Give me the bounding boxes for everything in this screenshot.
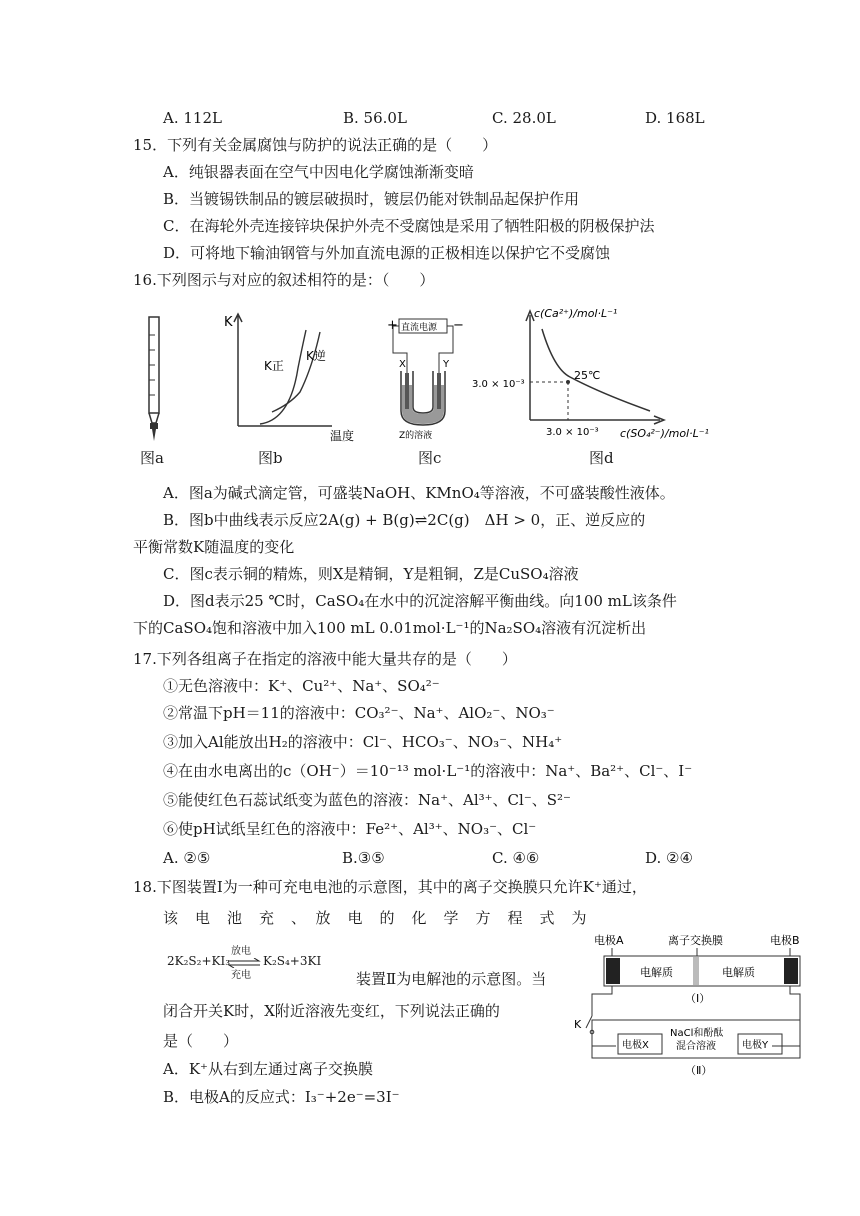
device-electrode-x-label: 电极X	[622, 1040, 649, 1051]
q17-stem: 17.下列各组离子在指定的溶液中能大量共存的是（ ）	[133, 650, 517, 668]
device-solution-line2: 混合溶液	[676, 1041, 716, 1052]
q16-option-b-line2: 平衡常数K随温度的变化	[133, 538, 295, 556]
q16-option-a: A．图a为碱式滴定管，可盛装NaOH、KMnO₄等溶液，不可盛装酸性液体。	[163, 484, 675, 502]
q14-option-d: D. 168L	[645, 109, 705, 127]
device-electrode-a-label: 电极A	[594, 934, 624, 947]
q14-option-c: C. 28.0L	[492, 109, 556, 127]
figure-c-y-label: Y	[443, 359, 450, 370]
q16-option-d-line2: 下的CaSO₄饱和溶液中加入100 mL 0.01mol·L⁻¹的Na₂SO₄溶液有沉淀析出	[133, 619, 647, 637]
device-solution-line1: NaCl和酚酞	[670, 1028, 724, 1039]
figure-c-x-label: X	[399, 359, 406, 370]
q18-line3: 装置Ⅱ为电解池的示意图。当	[356, 970, 547, 988]
q17-item-3: ③加入Al能放出H₂的溶液中：Cl⁻、HCO₃⁻、NO₃⁻、NH₄⁺	[163, 733, 563, 751]
q17-item-4: ④在由水电离出的c（OH⁻）＝10⁻¹³ mol·L⁻¹的溶液中：Na⁺、Ba²⁺、Cl⁻、I⁻	[163, 762, 693, 780]
q14-option-a: A. 112L	[163, 109, 222, 127]
q14-option-b: B. 56.0L	[343, 109, 407, 127]
figure-c-solution-label: Z的溶液	[399, 431, 433, 440]
q15-option-b: B．当镀锡铁制品的镀层破损时，镀层仍能对铁制品起保护作用	[163, 190, 580, 208]
figure-a-label: 图a	[140, 449, 164, 467]
figure-b-k-forward-label: K正	[264, 359, 284, 373]
figure-b-x-label: 温度	[330, 429, 355, 443]
q18-line2: 该 电 池 充 、 放 电 的 化 学 方 程 式 为	[163, 909, 588, 927]
device-electrolyte-left: 电解质	[640, 966, 673, 979]
figure-d-solubility-curve	[470, 305, 720, 445]
q18-option-a: A．K⁺从右到左通过离子交换膜	[163, 1060, 373, 1078]
figure-d-x-label: c(SO₄²⁻)/mol·L⁻¹	[620, 427, 709, 440]
figure-c-u-tube	[385, 315, 465, 440]
device-membrane-label: 离子交换膜	[668, 934, 723, 947]
device-electrode-y-label: 电极Y	[742, 1040, 769, 1051]
q17-item-6: ⑥使pH试纸呈红色的溶液中：Fe²⁺、Al³⁺、NO₃⁻、Cl⁻	[163, 820, 537, 838]
q15-option-c: C．在海轮外壳连接锌块保护外壳不受腐蚀是采用了牺牲阳极的阴极保护法	[163, 217, 655, 235]
q15-stem: 15．下列有关金属腐蚀与防护的说法正确的是（ ）	[133, 136, 498, 154]
equation-top-condition: 放电	[231, 946, 251, 957]
q18-line1: 18.下图装置Ⅰ为一种可充电电池的示意图，其中的离子交换膜只允许K⁺通过，	[133, 878, 647, 896]
q16-option-d-line1: D．图d表示25 ℃时，CaSO₄在水中的沉淀溶解平衡曲线。向100 mL该条件	[163, 592, 677, 610]
figure-d-y-label: c(Ca²⁺)/mol·L⁻¹	[534, 307, 618, 320]
device-switch-label: K	[574, 1018, 582, 1031]
q17-option-a: A. ②⑤	[163, 849, 211, 867]
q18-line4: 闭合开关K时，X附近溶液先变红，下列说法正确的	[163, 1002, 500, 1020]
figure-d-temp-label: 25℃	[574, 369, 601, 382]
figure-a-burette	[135, 315, 175, 445]
figure-b-label: 图b	[258, 449, 283, 467]
q17-option-b: B.③⑤	[342, 849, 385, 867]
q15-option-a: A．纯银器表面在空气中因电化学腐蚀渐渐变暗	[163, 163, 474, 181]
equation-left: 2K₂S₂+KI₃	[167, 954, 231, 968]
equation-right: K₂S₄+3KI	[263, 954, 322, 968]
figure-c-plus: +	[387, 318, 398, 333]
device-electrolyte-right: 电解质	[722, 966, 755, 979]
figure-b-k-vs-temperature	[220, 308, 360, 443]
q18-option-b: B．电极A的反应式：I₃⁻+2e⁻=3I⁻	[163, 1088, 400, 1106]
q17-item-1: ①无色溶液中：K⁺、Cu²⁺、Na⁺、SO₄²⁻	[163, 677, 440, 695]
q16-option-c: C．图c表示铜的精炼，则X是精铜，Y是粗铜，Z是CuSO₄溶液	[163, 565, 579, 583]
figure-c-minus: −	[453, 318, 464, 333]
q17-option-d: D. ②④	[645, 849, 693, 867]
equation-bottom-condition: 充电	[231, 970, 251, 981]
q16-stem: 16.下列图示与对应的叙述相符的是：（ ）	[133, 271, 435, 289]
q17-item-2: ②常温下pH＝11的溶液中：CO₃²⁻、Na⁺、AlO₂⁻、NO₃⁻	[163, 704, 555, 722]
device-electrode-b-label: 电极B	[770, 934, 800, 947]
figure-d-x-tick: 3.0 × 10⁻³	[546, 427, 599, 438]
q16-option-b-line1: B．图b中曲线表示反应2A(g) + B(g)⇌2C(g) ΔH > 0，正、逆反应的	[163, 511, 646, 529]
q18-line5: 是（ ）	[163, 1032, 239, 1050]
q18-device-diagram	[572, 928, 812, 1078]
figure-c-label: 图c	[418, 449, 442, 467]
q17-item-5: ⑤能使红色石蕊试纸变为蓝色的溶液：Na⁺、Al³⁺、Cl⁻、S²⁻	[163, 791, 571, 809]
q15-option-d: D．可将地下输油钢管与外加直流电源的正极相连以保护它不受腐蚀	[163, 244, 611, 262]
q17-option-c: C. ④⑥	[492, 849, 540, 867]
device-i-label: （Ⅰ）	[685, 992, 711, 1005]
device-ii-label: （Ⅱ）	[685, 1064, 713, 1077]
figure-c-source-label: 直流电源	[401, 323, 438, 333]
figure-d-y-tick: 3.0 × 10⁻³	[472, 379, 525, 390]
curve-k-forward	[260, 330, 306, 424]
figure-d-label: 图d	[589, 449, 614, 467]
figure-b-k-reverse-label: K逆	[306, 349, 326, 363]
figure-b-y-label: K	[224, 315, 233, 330]
